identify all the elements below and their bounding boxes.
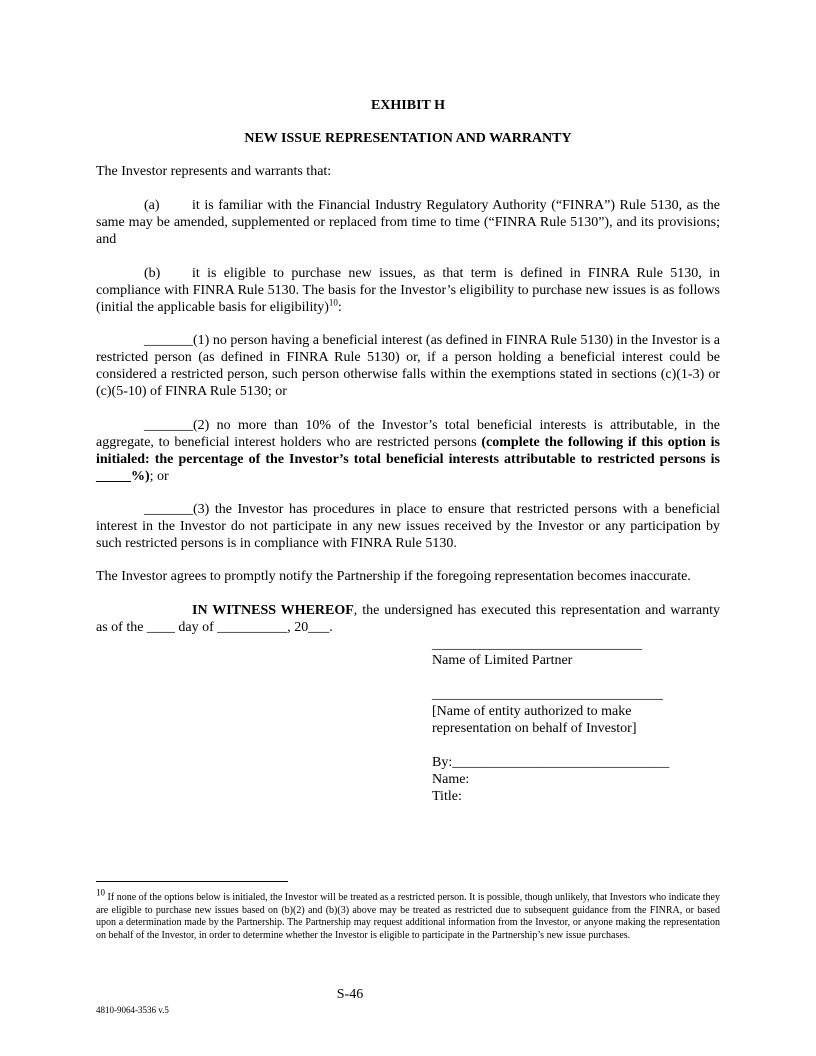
document-id: 4810-9064-3536 v.5 [96,1005,169,1015]
option-2-lead: _______(2) no more than 10% of the Investor’s total beneficial interests is attributable, in the aggregate, to beneficial interest holders who are restricted persons [96,418,720,450]
footnote-text: If none of the options below is initialed, the Investor will be treated as a restricted person. It is possible, though unlikely, that Investors who indicate they are eligible to purchase new issues based on (b)(2) and (b)(3) above may be treated as restricted due to subsequent guidance from the FINRA, or based upon a determination made by the Partnership. The Partnership may request additional information from the Investor, or anyone making the representation on behalf of the Investor, in order to determine whether the Investor is eligible to participate in the Partnership’s new issue purchases. [96,892,720,941]
title-label: Title: [432,789,462,804]
document-title: NEW ISSUE REPRESENTATION AND WARRANTY [244,131,572,146]
clause-b-text: it is eligible to purchase new issues, as that term is defined in FINRA Rule 5130, in compliance with FINRA Rule 5130. The basis for the Investor’s eligibility to purchase new issues is as follows (initial the applicable basis for eligibility) [96,266,720,315]
entity-label-line2: representation on behalf of Investor] [432,721,637,736]
option-3-text: _______(3) the Investor has procedures in place to ensure that restricted persons with a beneficial interest in the Investor do not participate in any new issues received by the Investor or any participation by such restricted persons is in compliance with FINRA Rule 5130. [96,502,720,551]
clause-b [96,265,720,316]
footnote-reference: 10 [328,297,338,308]
witness-text: , the undersigned has executed this representation and warranty as of the ____ day of __________, 20___. [96,603,720,635]
footnote [96,887,720,942]
witness-bold: IN WITNESS WHEREOF [192,603,354,618]
option-1 [96,332,720,400]
signature-line-entity: _________________________________ [432,687,663,702]
clause-a-text: it is familiar with the Financial Industry Regulatory Authority (“FINRA”) Rule 5130, as the same may be amended, supplemented or replaced from time to time (“FINRA Rule 5130”), and its provisions; and [96,198,720,247]
name-of-limited-partner-label: Name of Limited Partner [432,653,573,668]
name-label: Name: [432,772,470,787]
page-number: S-46 [336,987,364,1002]
by-line: By:_______________________________ [432,755,670,770]
notify-paragraph: The Investor agrees to promptly notify the Partnership if the foregoing representation becomes inaccurate. [96,569,691,584]
option-1-text: _______(1) no person having a beneficial interest (as defined in FINRA Rule 5130) in the Investor is a restricted person (as defined in FINRA Rule 5130) or, if a person holding a beneficial interest could be considered a restricted person, such person otherwise falls within the exemptions stated in sections (c)(1-3) or (c)(5-10) of FINRA Rule 5130; or [96,333,720,399]
clause-a [96,197,720,248]
clause-b-label: (b) [144,266,161,281]
clause-b-end: : [337,300,342,315]
witness-paragraph [96,602,720,636]
option-2 [96,417,720,485]
footnote-number: 10 [96,887,105,898]
entity-label-line1: [Name of entity authorized to make [432,704,632,719]
option-2-bold: (complete the following if this option is initialed: the percentage of the Investor’s total beneficial interests attributable to restricted persons is _____%) [96,435,720,484]
option-2-end: ; or [149,469,169,484]
signature-line-partner: ______________________________ [432,637,642,652]
exhibit-heading: EXHIBIT H [370,98,446,113]
option-3 [96,501,720,552]
footnote-divider [96,881,288,882]
intro-paragraph: The Investor represents and warrants that: [96,164,332,179]
clause-a-label: (a) [144,198,160,213]
